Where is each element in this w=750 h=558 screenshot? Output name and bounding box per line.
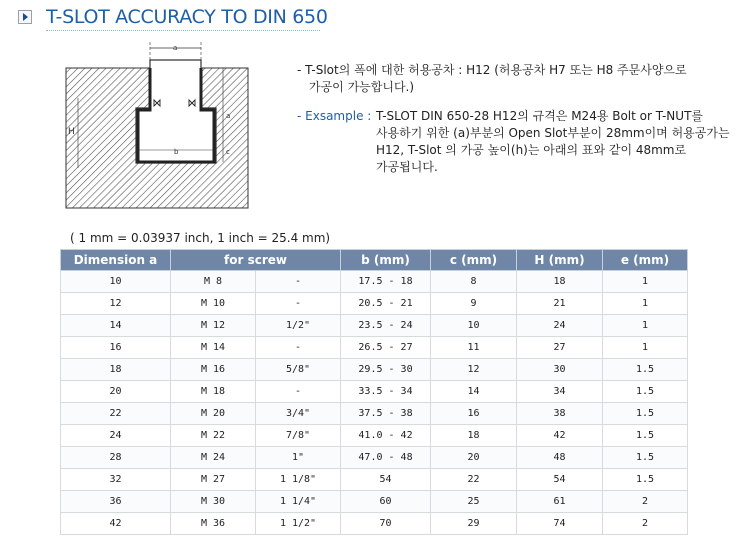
cell-metric: M 36 [171, 513, 256, 535]
cell-h: 38 [517, 403, 603, 425]
cell-c: 11 [431, 337, 517, 359]
cell-a: 22 [61, 403, 171, 425]
cell-h: 54 [517, 469, 603, 491]
cell-b: 41.0 - 42 [341, 425, 431, 447]
table-row [61, 359, 688, 381]
cell-e: 1 [603, 315, 688, 337]
cell-a: 32 [61, 469, 171, 491]
cell-b: 60 [341, 491, 431, 513]
cell-b: 70 [341, 513, 431, 535]
table-row [61, 403, 688, 425]
table-row [61, 337, 688, 359]
cell-inch: - [256, 381, 341, 403]
table-row [61, 491, 688, 513]
diagram-label-c: c [226, 148, 230, 156]
cell-h: 18 [517, 271, 603, 293]
cell-b: 33.5 - 34 [341, 381, 431, 403]
cell-a: 24 [61, 425, 171, 447]
cell-e: 1 [603, 271, 688, 293]
cell-c: 20 [431, 447, 517, 469]
cell-inch: - [256, 337, 341, 359]
cell-b: 20.5 - 21 [341, 293, 431, 315]
cell-c: 10 [431, 315, 517, 337]
cell-a: 28 [61, 447, 171, 469]
diagram-label-b: b [174, 148, 179, 156]
cell-e: 1.5 [603, 381, 688, 403]
cell-e: 1.5 [603, 469, 688, 491]
unit-conversion: ( 1 mm = 0.03937 inch, 1 inch = 25.4 mm) [70, 231, 331, 245]
cell-e: 1.5 [603, 425, 688, 447]
title-underline [46, 30, 320, 31]
header-c: c (mm) [431, 250, 517, 271]
cell-b: 54 [341, 469, 431, 491]
table-row [61, 293, 688, 315]
cell-inch: 7/8" [256, 425, 341, 447]
cell-metric: M 12 [171, 315, 256, 337]
cell-b: 37.5 - 38 [341, 403, 431, 425]
tolerance-note-line2: 가공이 가능합니다.) [309, 80, 415, 94]
cell-e: 2 [603, 513, 688, 535]
page-title: T-SLOT ACCURACY TO DIN 650 [46, 6, 328, 28]
cell-inch: 1 1/2" [256, 513, 341, 535]
cell-inch: - [256, 293, 341, 315]
cell-e: 1 [603, 293, 688, 315]
cell-metric: M 8 [171, 271, 256, 293]
example-line1: T-SLOT DIN 650-28 H12의 규격은 M24용 Bolt or T-NUT를 [376, 109, 703, 123]
cell-h: 42 [517, 425, 603, 447]
tolerance-note [297, 62, 737, 96]
cell-a: 14 [61, 315, 171, 337]
cell-e: 1.5 [603, 447, 688, 469]
cell-metric: M 14 [171, 337, 256, 359]
example-label: - Exsample : [297, 109, 372, 123]
table-header-row [61, 250, 688, 271]
header-screw: for screw [171, 250, 341, 271]
cell-e: 1.5 [603, 403, 688, 425]
example-note [297, 108, 742, 174]
cell-e: 2 [603, 491, 688, 513]
cell-c: 22 [431, 469, 517, 491]
spec-table [60, 249, 688, 535]
cell-c: 18 [431, 425, 517, 447]
example-line4: 가공됩니다. [376, 160, 438, 174]
table-row [61, 513, 688, 535]
cell-b: 26.5 - 27 [341, 337, 431, 359]
cell-b: 47.0 - 48 [341, 447, 431, 469]
header-h: H (mm) [517, 250, 603, 271]
cell-c: 16 [431, 403, 517, 425]
cell-inch: 3/4" [256, 403, 341, 425]
tolerance-note-line1: - T-Slot의 폭에 대한 허용공차 : H12 (허용공차 H7 또는 H8 주문사양으로 [297, 63, 687, 77]
t-slot-diagram [58, 38, 254, 216]
cell-c: 8 [431, 271, 517, 293]
cell-a: 20 [61, 381, 171, 403]
cell-h: 27 [517, 337, 603, 359]
cell-a: 12 [61, 293, 171, 315]
cell-a: 16 [61, 337, 171, 359]
table-row [61, 447, 688, 469]
cell-inch: 1 1/8" [256, 469, 341, 491]
cell-c: 14 [431, 381, 517, 403]
table-row [61, 315, 688, 337]
cell-inch: 5/8" [256, 359, 341, 381]
cell-h: 61 [517, 491, 603, 513]
cell-h: 34 [517, 381, 603, 403]
cell-a: 10 [61, 271, 171, 293]
cell-a: 36 [61, 491, 171, 513]
cell-metric: M 27 [171, 469, 256, 491]
cell-c: 12 [431, 359, 517, 381]
cell-h: 48 [517, 447, 603, 469]
header-b: b (mm) [341, 250, 431, 271]
cell-inch: 1" [256, 447, 341, 469]
header-e: e (mm) [603, 250, 688, 271]
cell-e: 1.5 [603, 359, 688, 381]
cell-metric: M 22 [171, 425, 256, 447]
cell-b: 29.5 - 30 [341, 359, 431, 381]
cell-h: 24 [517, 315, 603, 337]
title-row [18, 4, 328, 30]
diagram-label-h: H [68, 127, 75, 137]
cell-b: 17.5 - 18 [341, 271, 431, 293]
cell-metric: M 30 [171, 491, 256, 513]
cell-h: 30 [517, 359, 603, 381]
table-row [61, 469, 688, 491]
cell-metric: M 16 [171, 359, 256, 381]
diagram-label-top: a [173, 44, 178, 52]
cell-e: 1 [603, 337, 688, 359]
cell-h: 21 [517, 293, 603, 315]
cell-c: 25 [431, 491, 517, 513]
example-line2: 사용하기 위한 (a)부분의 Open Slot부분이 28mm이며 허용공가는 [376, 126, 730, 140]
cell-metric: M 18 [171, 381, 256, 403]
bullet-arrow-icon [18, 10, 32, 24]
cell-metric: M 20 [171, 403, 256, 425]
cell-inch: 1 1/4" [256, 491, 341, 513]
cell-inch: 1/2" [256, 315, 341, 337]
table-row [61, 425, 688, 447]
header-dimension: Dimension a [61, 250, 171, 271]
cell-metric: M 10 [171, 293, 256, 315]
diagram-label-a: a [226, 112, 231, 120]
cell-c: 9 [431, 293, 517, 315]
cell-a: 42 [61, 513, 171, 535]
cell-inch: - [256, 271, 341, 293]
cell-a: 18 [61, 359, 171, 381]
cell-metric: M 24 [171, 447, 256, 469]
table-row [61, 381, 688, 403]
cell-c: 29 [431, 513, 517, 535]
example-line3: H12, T-Slot 의 가공 높이(h)는 아래의 표와 같이 48mm로 [376, 143, 687, 157]
table-row [61, 271, 688, 293]
cell-h: 74 [517, 513, 603, 535]
cell-b: 23.5 - 24 [341, 315, 431, 337]
